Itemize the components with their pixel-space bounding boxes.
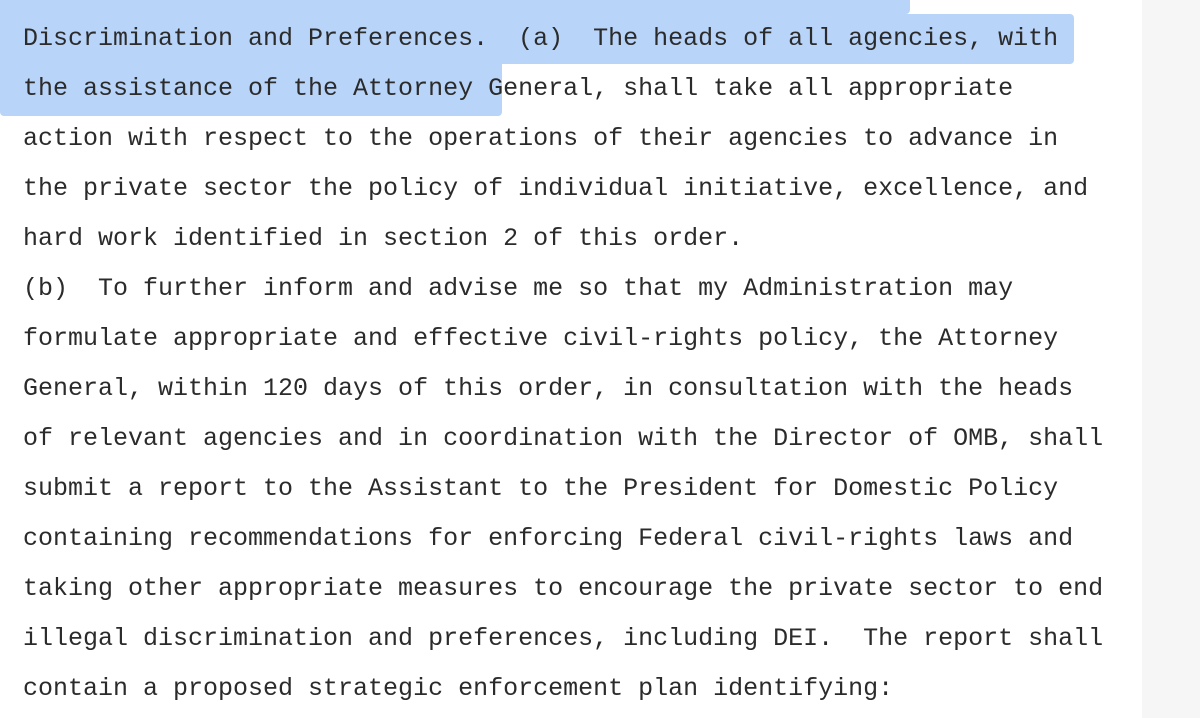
document-line: action with respect to the operations of their agencies to advance in	[23, 124, 1059, 153]
document-line: contain a proposed strategic enforcement plan identifying:	[23, 674, 894, 703]
right-margin	[1142, 0, 1200, 718]
document-line: formulate appropriate and effective civil-rights policy, the Attorney	[23, 324, 1059, 353]
document-line: containing recommendations for enforcing Federal civil-rights laws and	[23, 524, 1074, 553]
document-line: illegal discrimination and preferences, including DEI. The report shall	[23, 624, 1104, 653]
document-line: the private sector the policy of individual initiative, excellence, and	[23, 174, 1089, 203]
document-line: taking other appropriate measures to encourage the private sector to end	[23, 574, 1104, 603]
document-line: General, within 120 days of this order, in consultation with the heads	[23, 374, 1074, 403]
document-line: the assistance of the Attorney General, shall take all appropriate	[23, 74, 1014, 103]
document-line: (b) To further inform and advise me so that my Administration may	[23, 274, 1014, 303]
document-line: of relevant agencies and in coordination with the Director of OMB, shall	[23, 424, 1104, 453]
document-line: submit a report to the Assistant to the President for Domestic Policy	[23, 474, 1059, 503]
document-line: Discrimination and Preferences. (a) The heads of all agencies, with	[23, 24, 1059, 53]
document-line: hard work identified in section 2 of this order.	[23, 224, 744, 253]
